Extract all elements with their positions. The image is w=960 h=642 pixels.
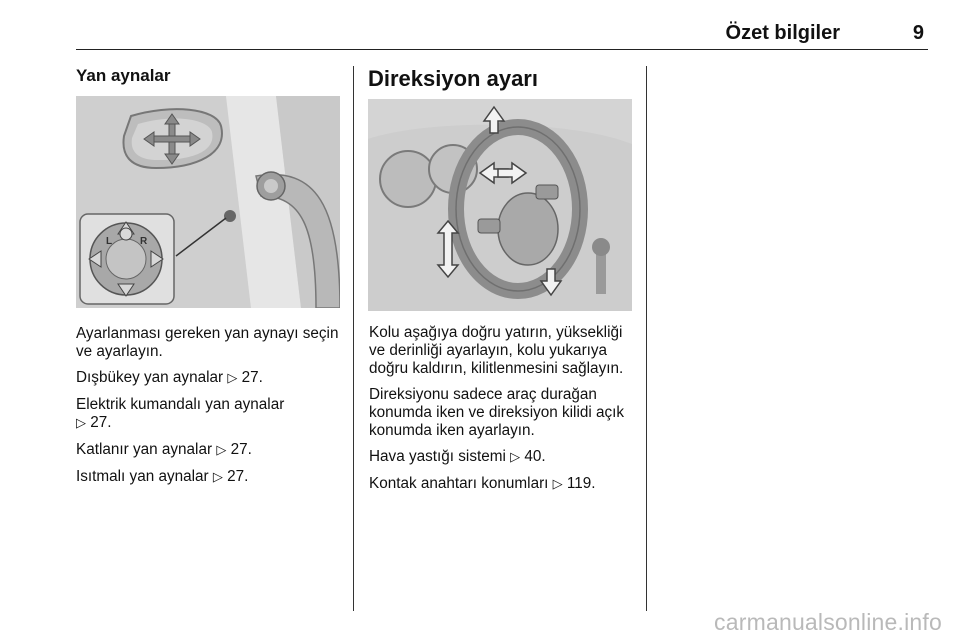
- mirror-item: [76, 468, 346, 487]
- item-label: Kontak anahtarı konumları: [369, 475, 549, 492]
- mirror-item: [76, 396, 306, 433]
- watermark: carmanualsonline.info: [714, 609, 942, 635]
- item-page[interactable]: 27.: [90, 414, 112, 431]
- item-page[interactable]: 40.: [524, 448, 546, 465]
- mirror-intro: Ayarlanması gereken yan aynayı seçin ve ayarlayın.: [76, 325, 339, 360]
- page-ref-icon: ▷: [510, 450, 521, 465]
- running-header-title: Özet bilgiler: [725, 22, 840, 44]
- item-label: Isıtmalı yan aynalar: [76, 468, 209, 485]
- item-page[interactable]: 27.: [230, 441, 252, 458]
- steering-illustration: [368, 99, 632, 311]
- switch-label-right: R: [140, 236, 148, 247]
- item-page[interactable]: 27.: [241, 369, 263, 386]
- item-label: Elektrik kumandalı yan aynalar: [76, 396, 285, 413]
- page-number: 9: [912, 22, 924, 44]
- mirror-item: [76, 441, 346, 460]
- item-page[interactable]: 119.: [566, 475, 596, 492]
- steering-paragraph: Direksiyonu sadece araç durağan konumda iken ve direksiyon kilidi açık konumda iken ayarlayın.: [369, 386, 625, 439]
- steering-text: [369, 324, 637, 502]
- mirror-item: [76, 369, 346, 388]
- section-heading-mirrors: Yan aynalar: [76, 66, 171, 85]
- column-divider: [353, 66, 354, 611]
- steering-item: [369, 475, 637, 494]
- item-page[interactable]: 27.: [227, 468, 249, 485]
- item-label: Dışbükey yan aynalar: [76, 369, 224, 386]
- switch-label-left: L: [106, 236, 113, 247]
- section-heading-steering: Direksiyon ayarı: [368, 66, 538, 91]
- mirror-illustration: [76, 96, 340, 308]
- mirror-text: [76, 325, 346, 495]
- page-ref-icon: ▷: [552, 477, 563, 492]
- column-divider: [646, 66, 647, 611]
- steering-paragraph: Kolu aşağıya doğru yatırın, yüksekliği ve derinliği ayarlayın, kolu yukarıya doğru kaldırın, kilitlenmesini sağlayın.: [369, 324, 624, 377]
- item-label: Katlanır yan aynalar: [76, 441, 213, 458]
- page-ref-icon: ▷: [212, 470, 223, 485]
- item-label: Hava yastığı sistemi: [369, 448, 506, 465]
- header-rule: [76, 49, 928, 50]
- steering-item: [369, 448, 637, 467]
- page-ref-icon: ▷: [216, 443, 227, 458]
- page-ref-icon: ▷: [76, 416, 86, 431]
- page-ref-icon: ▷: [227, 371, 238, 386]
